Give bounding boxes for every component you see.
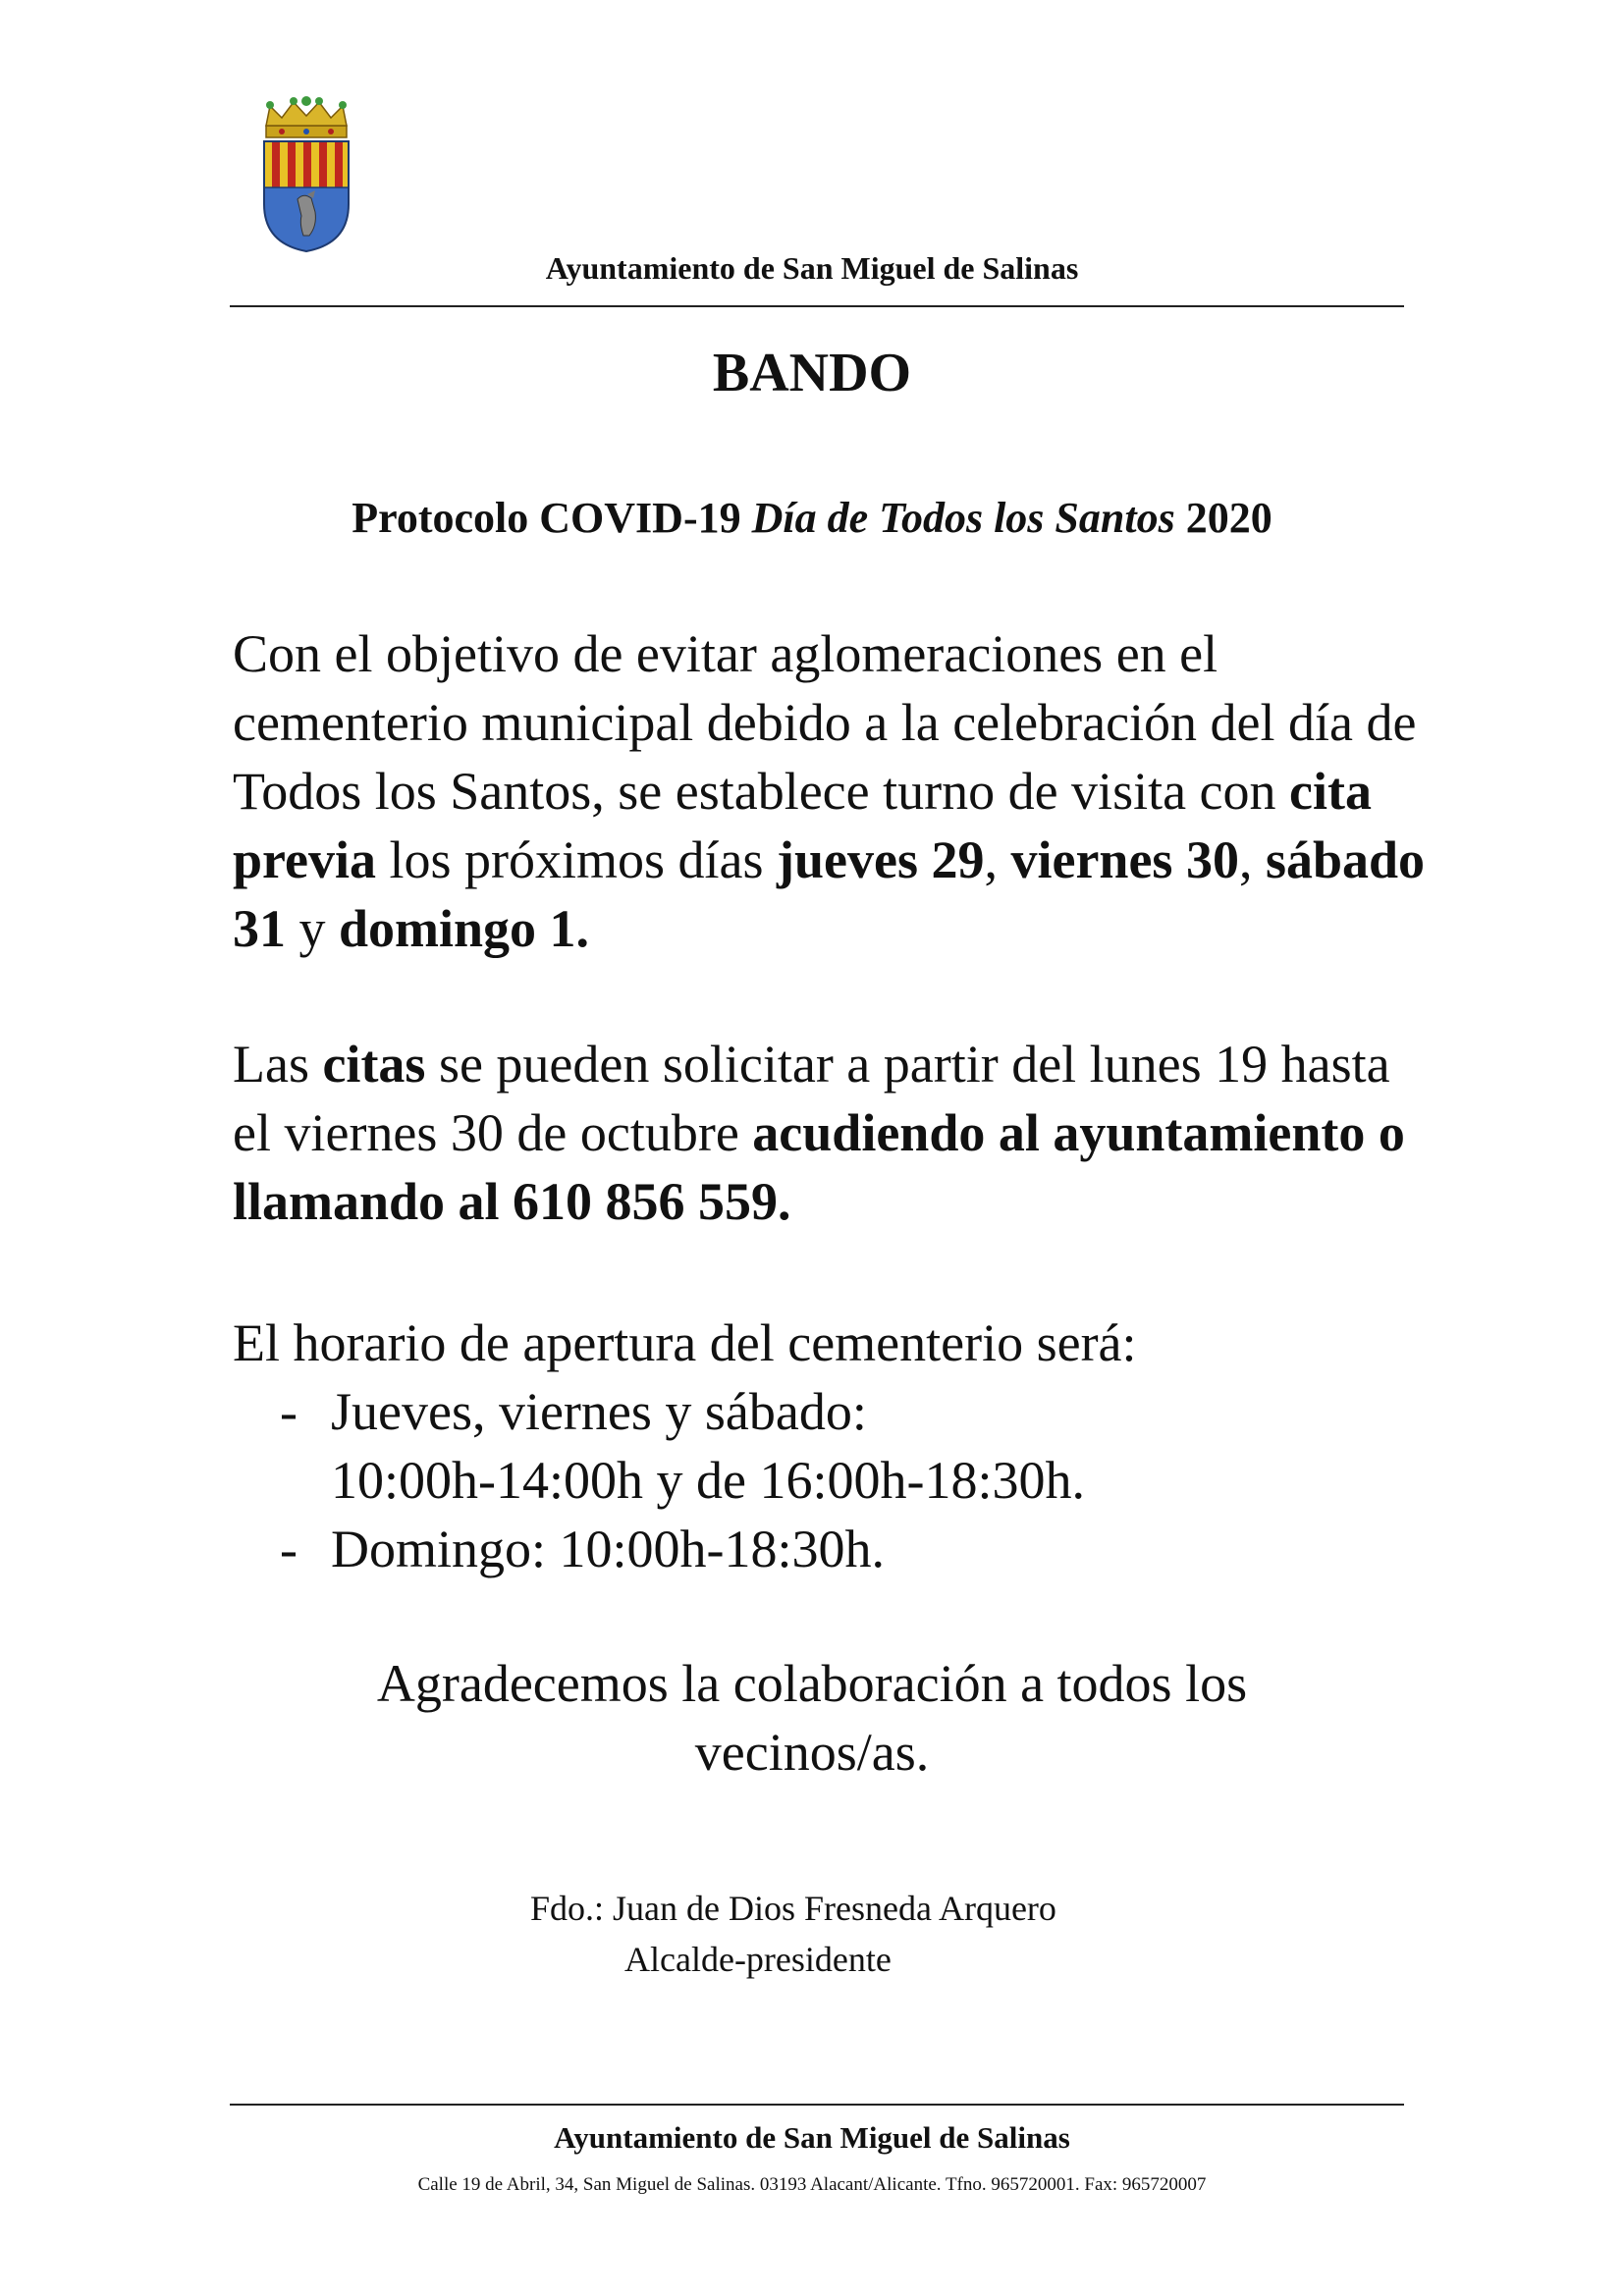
schedule-hours: 10:00h-14:00h y de 16:00h-18:30h. xyxy=(331,1451,1085,1510)
signature-block xyxy=(530,1883,1056,1985)
paragraph-how-to-request: Las citas se pueden solicitar a partir del lunes 19 hasta el viernes 30 de octubre acudiendo al ayuntamiento o llamando al 610 856 559. xyxy=(233,1035,1405,1231)
list-item xyxy=(233,1515,1431,1583)
header-divider xyxy=(230,305,1404,307)
list-dash: - xyxy=(280,1520,298,1578)
signatory-role: Alcalde-presidente xyxy=(624,1940,892,1979)
footer-address: Calle 19 de Abril, 34, San Miguel de Salinas. 03193 Alacant/Alicante. Tfno. 965720001. Fax: 965720007 xyxy=(417,2174,1207,2195)
document-subtitle: Protocolo COVID-19 Día de Todos los Santos 2020 xyxy=(352,494,1272,542)
schedule-section xyxy=(233,1308,1431,1583)
schedule-sunday: Domingo: 10:00h-18:30h. xyxy=(331,1520,885,1578)
list-dash: - xyxy=(280,1382,298,1441)
signatory-name: Fdo.: Juan de Dios Fresneda Arquero xyxy=(530,1889,1056,1928)
schedule-days: Jueves, viernes y sábado: xyxy=(331,1382,867,1441)
shield-icon xyxy=(264,141,349,251)
schedule-list xyxy=(233,1377,1431,1583)
thanks-message: Agradecemos la colaboración a todos los vecinos/as. xyxy=(376,1654,1248,1782)
document-title: BANDO xyxy=(712,343,912,403)
footer-divider xyxy=(230,2104,1404,2106)
crown-icon xyxy=(266,96,347,137)
schedule-intro: El horario de apertura del cementerio será: xyxy=(233,1313,1137,1372)
header-org-name: Ayuntamiento de San Miguel de Salinas xyxy=(545,250,1079,286)
list-item xyxy=(233,1377,1431,1515)
footer-org-name: Ayuntamiento de San Miguel de Salinas xyxy=(554,2120,1070,2155)
paragraph-appointment-info: Con el objetivo de evitar aglomeraciones en el cementerio municipal debido a la celebración del día de Todos los Santos, se establece turno de visita con cita previa los próximos días jueves 29, viernes 30, sábado 31 y domingo 1. xyxy=(233,624,1426,958)
coat-of-arms-logo xyxy=(260,96,352,253)
